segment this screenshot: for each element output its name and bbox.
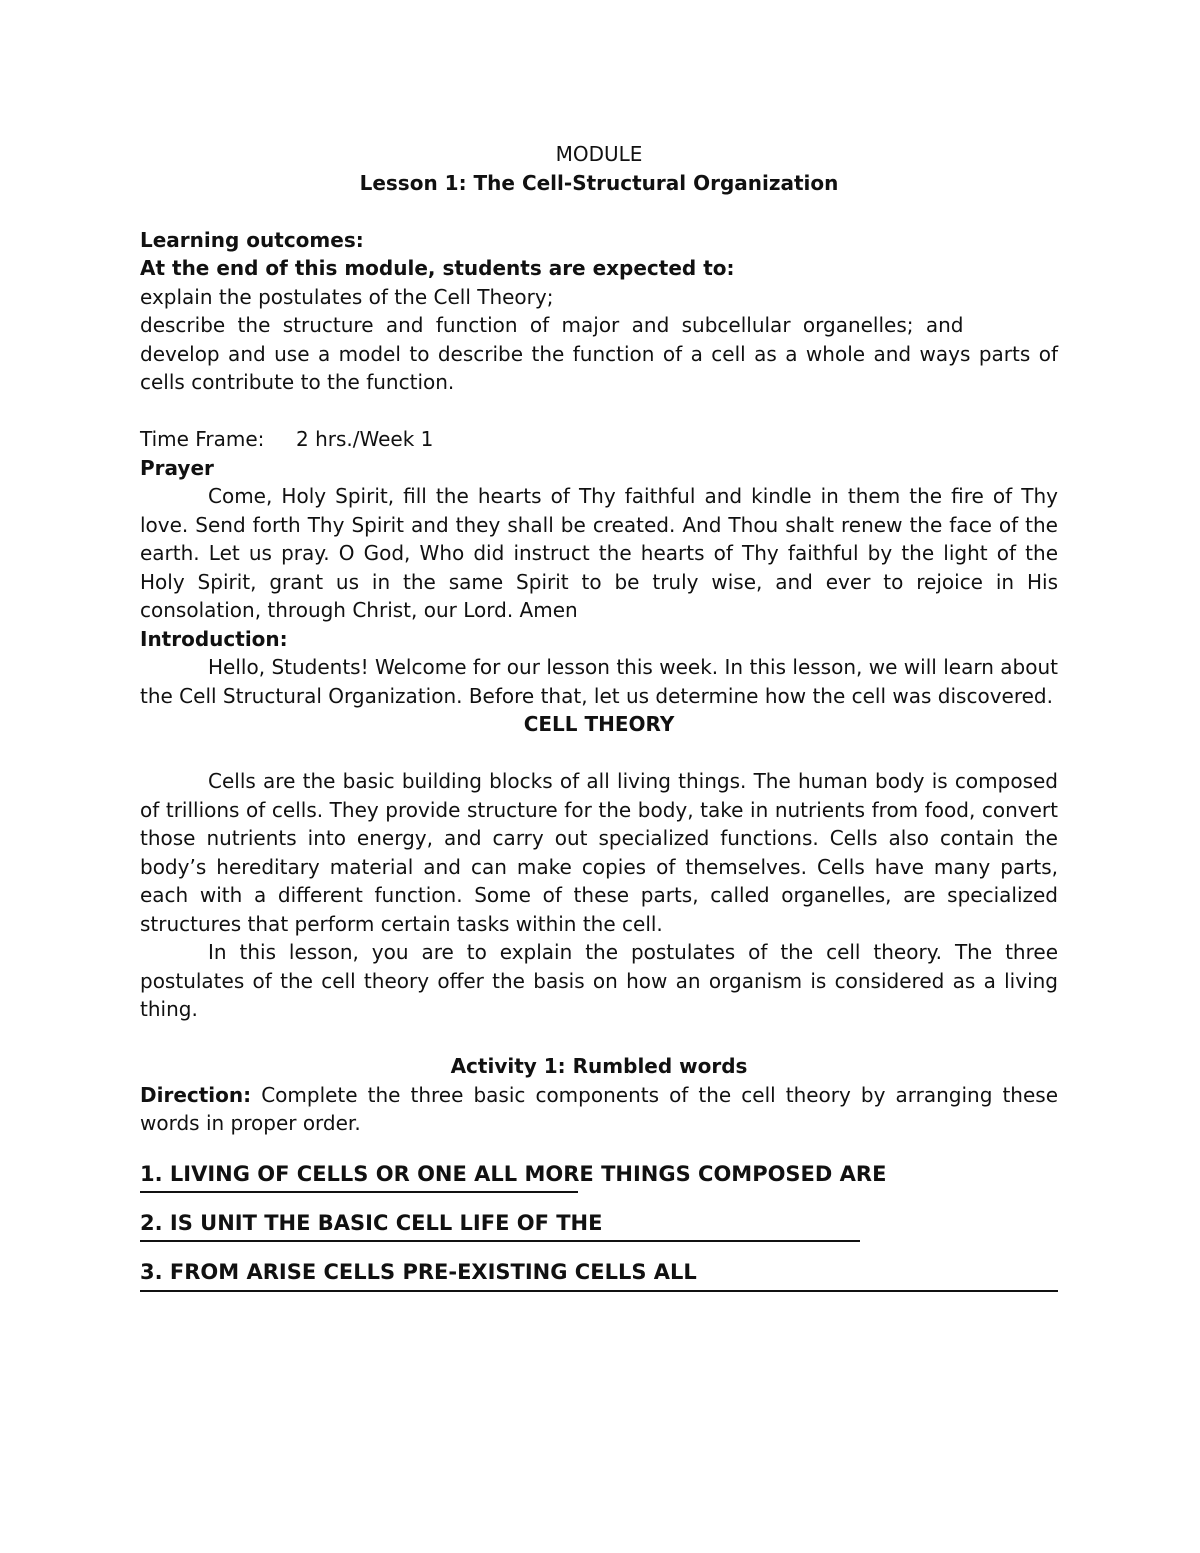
direction-text: Complete the three basic components of the cell theory by arranging these words in proper order. bbox=[140, 1082, 1058, 1135]
spacer bbox=[140, 739, 1058, 768]
activity-item-3: 3. FROM ARISE CELLS PRE-EXISTING CELLS ALL bbox=[140, 1259, 697, 1284]
time-frame-label: Time Frame: bbox=[140, 427, 265, 451]
spacer bbox=[140, 197, 1058, 226]
cell-theory-heading: CELL THEORY bbox=[523, 712, 675, 736]
activity-item-1: 1. LIVING OF CELLS OR ONE ALL MORE THINGS COMPOSED ARE bbox=[140, 1161, 887, 1186]
answer-line-3[interactable] bbox=[140, 1290, 1058, 1292]
outcome-item: describe the structure and function of major and subcellular organelles; and bbox=[140, 313, 964, 337]
direction-label: Direction: bbox=[140, 1082, 252, 1107]
outcomes-intro: At the end of this module, students are expected to: bbox=[140, 256, 735, 280]
activity-item-2: 2. IS UNIT THE BASIC CELL LIFE OF THE bbox=[140, 1210, 603, 1235]
cell-theory-paragraph: In this lesson, you are to explain the postulates of the cell theory. The three postulates of the cell theory offer the basis on how an organism is considered as a living thing. bbox=[140, 940, 1058, 1021]
time-frame-value: 2 hrs./Week 1 bbox=[296, 427, 434, 451]
prayer-heading: Prayer bbox=[140, 455, 214, 480]
answer-line-2[interactable] bbox=[140, 1240, 860, 1242]
module-label: MODULE bbox=[555, 142, 643, 166]
outcome-item: explain the postulates of the Cell Theory; bbox=[140, 284, 554, 309]
introduction-text: Hello, Students! Welcome for our lesson this week. In this lesson, we will learn about the Cell Structural Organization. Before that, let us determine how the cell was discovered. bbox=[140, 655, 1058, 708]
answer-line-1[interactable] bbox=[140, 1191, 578, 1193]
activity-heading: Activity 1: Rumbled words bbox=[450, 1054, 748, 1078]
outcome-item: develop and use a model to describe the function of a cell as a whole and ways parts of cells contribute to the function. bbox=[140, 341, 1058, 394]
spacer bbox=[140, 397, 1058, 426]
spacer bbox=[140, 1138, 1058, 1160]
activity-direction bbox=[140, 1081, 1058, 1138]
time-frame bbox=[140, 425, 1058, 454]
outcomes-heading: Learning outcomes: bbox=[140, 227, 364, 252]
prayer-text: Come, Holy Spirit, fill the hearts of Thy faithful and kindle in them the fire of Thy love. Send forth Thy Spirit and they shall be created. And Thou shalt renew the face of the earth. Let us pray. O God, Who did instruct the hearts of Thy faithful by the light of the Holy Spirit, grant us in the same Spirit to be truly wise, and ever to rejoice in His consolation, through Christ, our Lord. Amen bbox=[140, 484, 1058, 622]
introduction-heading: Introduction: bbox=[140, 626, 288, 651]
cell-theory-paragraph: Cells are the basic building blocks of all living things. The human body is composed of trillions of cells. They provide structure for the body, take in nutrients from food, convert those nutrients into energy, and carry out specialized functions. Cells also contain the body’s hereditary material and can make copies of themselves. Cells have many parts, each with a different function. Some of these parts, called organelles, are specialized structures that perform certain tasks within the cell. bbox=[140, 769, 1058, 936]
lesson-title: Lesson 1: The Cell-Structural Organization bbox=[359, 170, 839, 195]
document-page bbox=[140, 140, 1058, 1308]
spacer bbox=[140, 1024, 1058, 1053]
